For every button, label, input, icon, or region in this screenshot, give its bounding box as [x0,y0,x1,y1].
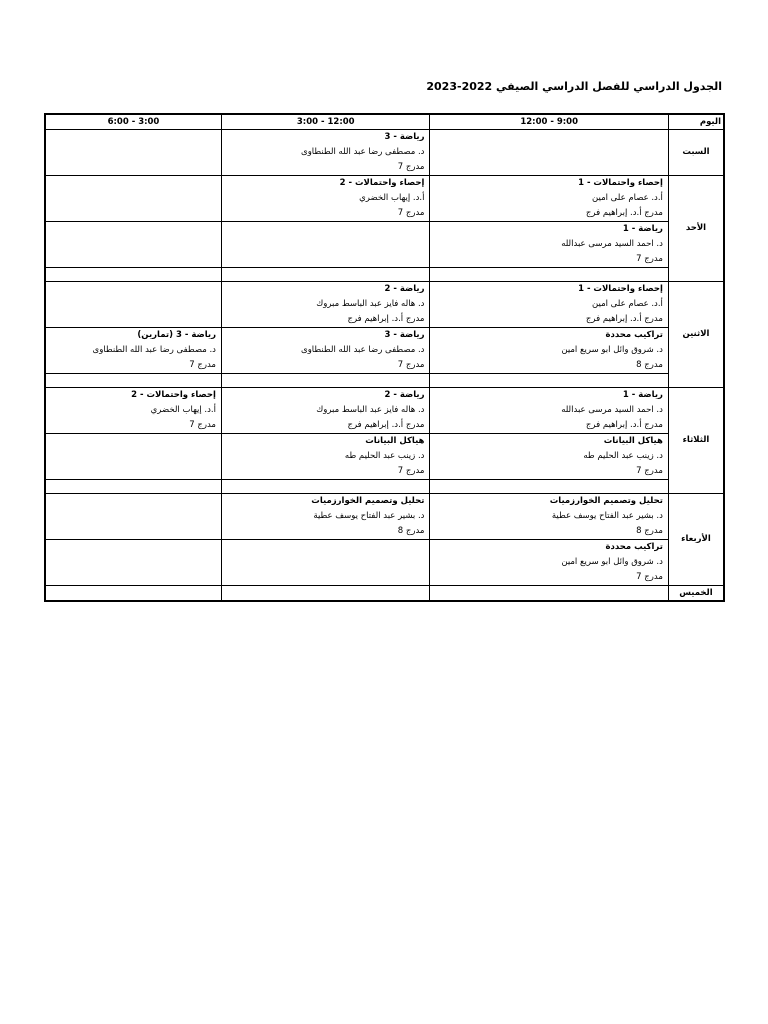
header-row [45,114,724,130]
course-name: رياضة - 1 [622,224,663,234]
empty-cell [221,268,430,282]
room-name: مدرج 8 [397,526,425,536]
course-name: تراكيب محددة [605,330,663,340]
instructor-name: أ.د. عصام على امين [592,299,663,309]
room-name: مدرج أ.د. إبراهيم فرج [585,420,663,430]
course-name: تحليل وتصميم الخوارزميات [311,496,425,506]
day-thursday: الخميس [668,586,724,602]
class-cell [430,222,668,268]
spacer-row [45,268,724,282]
empty-cell [221,374,430,388]
empty-cell [430,586,668,602]
instructor-name: د. بشير عبد الفتاح يوسف عطية [313,511,425,521]
course-name: رياضة - 2 [384,284,425,294]
instructor-name: د. هاله فايز عبد الباسط مبروك [316,405,425,415]
instructor-name: د. شروق وائل ابو سريع امين [561,345,663,355]
empty-cell [45,540,221,586]
header-day: اليوم [668,114,724,130]
room-name: مدرج 8 [636,526,663,536]
empty-cell [430,374,668,388]
empty-cell [430,130,668,176]
day-monday: الاثنين [668,282,724,388]
class-cell [45,328,221,374]
wednesday-row-2 [45,540,724,586]
course-name: رياضة - 3 (تمارين) [137,330,216,340]
header-slot-3: 3:00 - 6:00 [45,114,221,130]
empty-cell [45,282,221,328]
room-name: مدرج 7 [397,208,425,218]
empty-cell [430,268,668,282]
course-name: رياضة - 2 [384,390,425,400]
tuesday-row-1 [45,388,724,434]
class-cell [430,176,668,222]
room-name: مدرج أ.د. إبراهيم فرج [585,208,663,218]
class-cell [221,434,430,480]
instructor-name: د. زينب عبد الحليم طه [344,451,425,461]
room-name: مدرج 7 [189,420,216,430]
instructor-name: د. احمد السيد مرسى عبدالله [561,405,663,415]
empty-cell [45,480,221,494]
thursday-row [45,586,724,602]
room-name: مدرج أ.د. إبراهيم فرج [347,420,425,430]
empty-cell [45,176,221,222]
course-name: هياكل البيانات [603,436,663,446]
empty-cell [221,586,430,602]
course-name: هياكل البيانات [365,436,425,446]
saturday-row-1 [45,130,724,176]
class-cell [430,388,668,434]
room-name: مدرج 7 [397,360,425,370]
course-name: تحليل وتصميم الخوارزميات [549,496,663,506]
spacer-row [45,374,724,388]
day-tuesday: الثلاثاء [668,388,724,494]
room-name: مدرج 7 [189,360,216,370]
header-slot-2: 12:00 - 3:00 [221,114,430,130]
class-cell [221,176,430,222]
spacer-row [45,480,724,494]
class-cell [430,494,668,540]
course-name: رياضة - 3 [384,330,425,340]
page-title: الجدول الدراسي للفصل الدراسي الصيفي 2022-2023 [426,80,722,93]
empty-cell [45,494,221,540]
monday-row-2 [45,328,724,374]
class-cell [221,494,430,540]
empty-cell [45,586,221,602]
class-cell [221,130,430,176]
room-name: مدرج أ.د. إبراهيم فرج [347,314,425,324]
class-cell [430,282,668,328]
class-cell [221,282,430,328]
empty-cell [221,540,430,586]
instructor-name: د. مصطفى رضا عبد الله الطنطاوى [301,345,425,355]
room-name: مدرج 7 [636,254,663,264]
class-cell [430,328,668,374]
instructor-name: د. مصطفى رضا عبد الله الطنطاوى [301,147,425,157]
course-name: رياضة - 1 [622,390,663,400]
instructor-name: د. زينب عبد الحليم طه [583,451,663,461]
instructor-name: د. بشير عبد الفتاح يوسف عطية [551,511,663,521]
empty-cell [430,480,668,494]
room-name: مدرج أ.د. إبراهيم فرج [585,314,663,324]
empty-cell [221,222,430,268]
instructor-name: د. احمد السيد مرسى عبدالله [561,239,663,249]
empty-cell [45,130,221,176]
day-sunday: الأحد [668,176,724,282]
class-cell [430,540,668,586]
course-name: رياضة - 3 [384,132,425,142]
class-cell [45,388,221,434]
class-cell [430,434,668,480]
instructor-name: د. مصطفى رضا عبد الله الطنطاوى [92,345,216,355]
instructor-name: أ.د. إيهاب الخضري [359,193,425,203]
room-name: مدرج 7 [636,572,663,582]
empty-cell [45,222,221,268]
sunday-row-1 [45,176,724,222]
day-wednesday: الأربعاء [668,494,724,586]
monday-row-1 [45,282,724,328]
header-slot-1: 9:00 - 12:00 [430,114,668,130]
class-cell [221,388,430,434]
empty-cell [45,374,221,388]
room-name: مدرج 8 [636,360,663,370]
instructor-name: د. شروق وائل ابو سريع امين [561,557,663,567]
empty-cell [45,268,221,282]
sunday-row-2 [45,222,724,268]
room-name: مدرج 7 [397,466,425,476]
day-saturday: السبت [668,130,724,176]
instructor-name: د. هاله فايز عبد الباسط مبروك [316,299,425,309]
wednesday-row-1 [45,494,724,540]
course-name: إحصاء واحتمالات - 1 [578,284,663,294]
class-cell [221,328,430,374]
room-name: مدرج 7 [636,466,663,476]
course-name: إحصاء واحتمالات - 2 [339,178,425,188]
schedule-table [44,113,725,602]
course-name: إحصاء واحتمالات - 1 [578,178,663,188]
empty-cell [45,434,221,480]
instructor-name: أ.د. إيهاب الخضري [150,405,216,415]
instructor-name: أ.د. عصام على امين [592,193,663,203]
empty-cell [221,480,430,494]
room-name: مدرج 7 [397,162,425,172]
course-name: إحصاء واحتمالات - 2 [131,390,216,400]
tuesday-row-2 [45,434,724,480]
course-name: تراكيب محددة [605,542,663,552]
